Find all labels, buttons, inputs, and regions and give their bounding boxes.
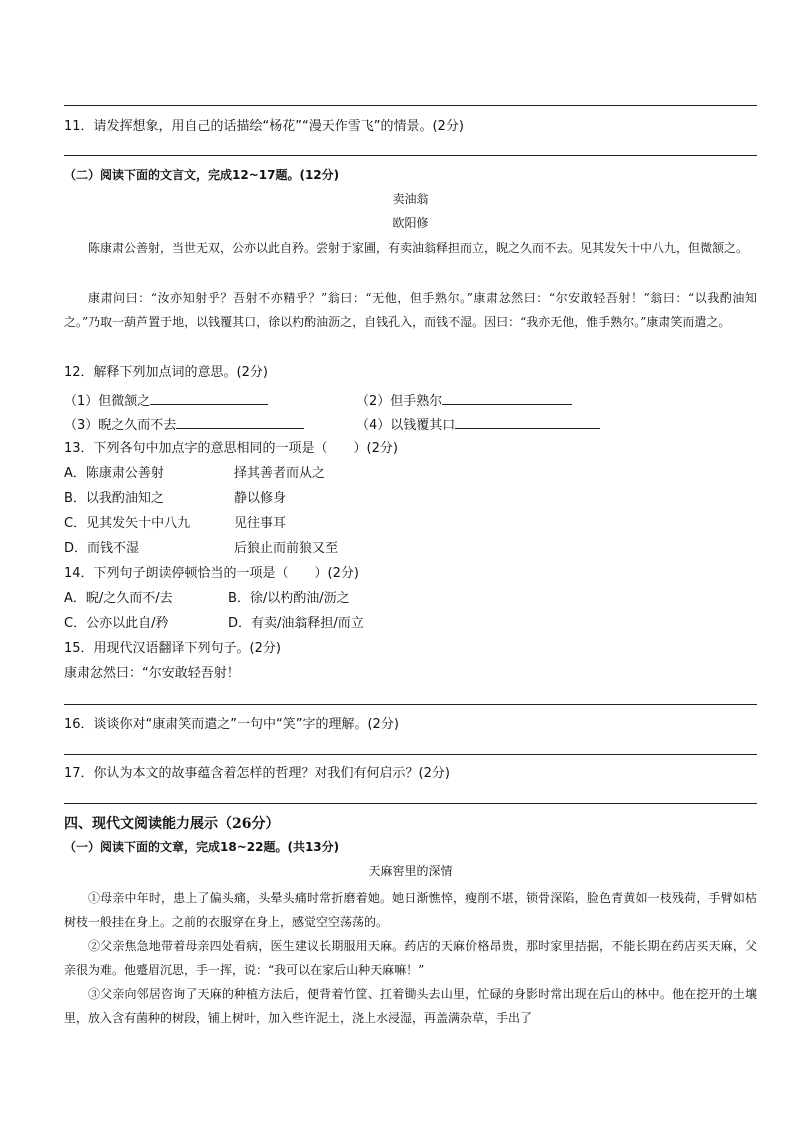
classical-paragraph-1: 陈康肃公善射，当世无双，公亦以此自矜。尝射于家圃，有卖油翁释担而立，睨之久而不去。见其发矢十中八九，但微颔之。 (88, 241, 749, 255)
question-16: 16．谈谈你对“康肃笑而遣之”一句中“笑”字的理解。(2分) (64, 717, 399, 732)
part-4-heading: 四、现代文阅读能力展示（26分） (64, 816, 280, 832)
question-11: 11．请发挥想象，用自己的话描绘“杨花”“漫天作雪飞”的情景。(2分) (64, 119, 464, 134)
answer-blank[interactable] (455, 414, 600, 429)
modern-paragraph-1: ①母亲中年时，患上了偏头痛，头晕头痛时常折磨着她。她日渐憔悴，瘦削不堪，锁骨深陷，脸色青黄如一枝残荷，手臂如枯树枝一般挂在身上。之前的衣服穿在身上，感觉空空荡荡的。 (64, 891, 757, 929)
answer-line (64, 803, 757, 804)
q13-option: B．以我酌油知之 静以修身 (64, 491, 287, 506)
answer-line (64, 754, 757, 755)
section-2-heading: （二）阅读下面的文言文，完成12~17题。(12分) (64, 168, 340, 182)
question-13: 13．下列各句中加点字的意思相同的一项是（ ）(2分) (64, 441, 398, 456)
question-17: 17．你认为本文的故事蕴含着怎样的哲理？对我们有何启示？(2分) (64, 766, 450, 781)
question-15: 15．用现代汉语翻译下列句子。(2分) (64, 641, 281, 656)
q12-item-4: （4）以钱覆其口 (356, 414, 600, 435)
answer-blank[interactable] (150, 390, 268, 405)
question-12: 12．解释下列加点词的意思。(2分) (64, 365, 268, 380)
part-4-subheading: （一）阅读下面的文章，完成18~22题。(共13分) (64, 840, 340, 854)
q12-item-2: （2）但手熟尔 (356, 390, 572, 411)
answer-blank[interactable] (442, 390, 572, 405)
q15-sentence: 康肃忿然曰：“尔安敢轻吾射！ (64, 666, 240, 681)
answer-line (64, 155, 757, 156)
question-14: 14．下列句子朗读停顿恰当的一项是（ ）(2分) (64, 566, 359, 581)
q13-option: C．见其发矢十中八九 见往事耳 (64, 516, 287, 531)
classical-author: 欧阳修 (392, 216, 429, 230)
q13-option: A．陈康肃公善射 择其善者而从之 (64, 466, 326, 481)
q14-option: C．公亦以此自/矜 D．有卖/油翁释担/而立 (64, 616, 364, 631)
q12-item-3: （3）睨之久而不去 (64, 414, 304, 435)
answer-line (64, 704, 757, 705)
classical-paragraph-2: 康肃问曰：“汝亦知射乎？吾射不亦精乎？”翁曰：“无他，但手熟尔。”康肃忿然曰：“尔安敢轻吾射！”翁曰：“以我酌油知之。”乃取一葫芦置于地，以钱覆其口，徐以杓酌油沥之，自钱孔入，而钱不湿。因曰：“我亦无他，惟手熟尔。”康肃笑而遣之。 (64, 291, 757, 329)
modern-paragraph-3: ③父亲向邻居咨询了天麻的种植方法后，便背着竹筐、扛着锄头去山里，忙碌的身影时常出现在后山的林中。他在挖开的土壤里，放入含有菌种的树段，铺上树叶，加入些许泥土，浇上水浸湿，再盖满杂草，手出了 (64, 987, 757, 1025)
classical-title: 卖油翁 (392, 192, 429, 206)
q12-item-1: （1）但微颔之 (64, 390, 268, 411)
answer-blank[interactable] (176, 414, 304, 429)
modern-paragraph-2: ②父亲焦急地带着母亲四处看病，医生建议长期服用天麻。药店的天麻价格昂贵，那时家里拮据，不能长期在药店买天麻，父亲很为难。他蹙眉沉思，手一挥，说：“我可以在家后山种天麻嘛！” (64, 939, 757, 977)
modern-title: 天麻窖里的深情 (368, 864, 453, 878)
q14-option: A．睨/之久而不/去 B．徐/以杓酌油/沥之 (64, 591, 350, 606)
q13-option: D．而钱不湿 后狼止而前狼又至 (64, 541, 339, 556)
answer-line (64, 105, 757, 106)
